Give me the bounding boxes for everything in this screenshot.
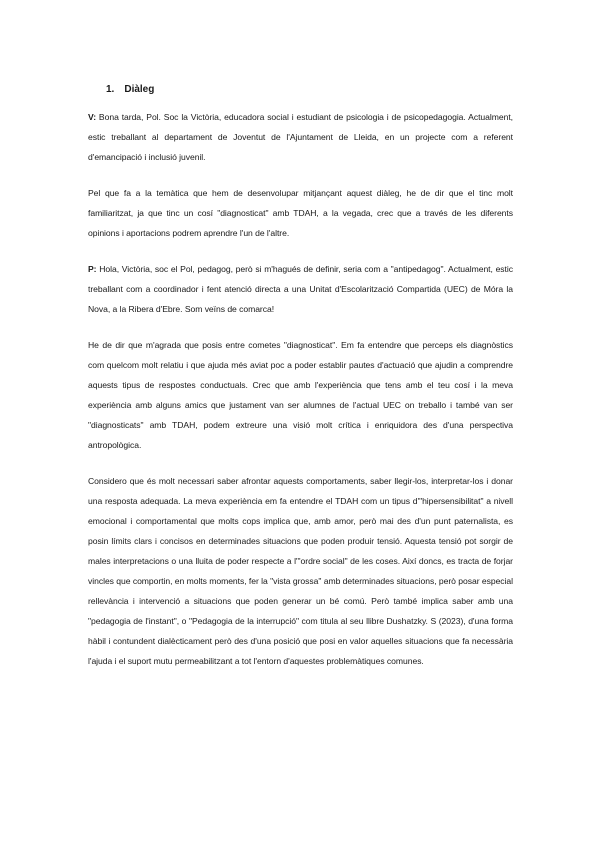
- speaker-label: V:: [88, 112, 97, 122]
- speaker-label: P:: [88, 264, 97, 274]
- document-page: [88, 84, 513, 687]
- paragraph-1: [88, 107, 513, 167]
- paragraph-2: [88, 183, 513, 243]
- paragraph-text: He de dir que m'agrada que posis entre cometes "diagnosticat". Em fa entendre que perceps els diagnòstics com quelcom molt relatiu i que ajuda més aviat poc a poder establir pautes d'actuació que ajudin a comprendre aquests tipus de respostes conductuals. Crec que amb l'experiència que tens amb el teu cosí i la meva experiència amb alguns amics que justament van ser alumnes de l'actual UEC on treballo i també van ser "diagnosticats" amb TDAH, podem extreure una visió molt crítica i enriquidora des d'una perspectiva antropològica.: [88, 340, 513, 450]
- paragraph-5: [88, 471, 513, 671]
- paragraph-text: Bona tarda, Pol. Soc la Victòria, educadora social i estudiant de psicologia i de psicopedagogia. Actualment, estic treballant al departament de Joventut de l'Ajuntament de Lleida, en un projecte com a referent d'emancipació i inclusió juvenil.: [88, 112, 513, 162]
- paragraph-3: [88, 259, 513, 319]
- paragraph-text: Pel que fa a la temàtica que hem de desenvolupar mitjançant aquest diàleg, he de dir que el tinc molt familiaritzat, ja que tinc un cosí "diagnosticat" amb TDAH, a la vegada, crec que a través de les diferents opinions i aportacions podrem aprendre l'un de l'altre.: [88, 188, 513, 238]
- paragraph-text: Considero que és molt necessari saber afrontar aquests comportaments, saber llegir-los, interpretar-los i donar una resposta adequada. La meva experiència em fa entendre el TDAH com un tipus d'"hipersensibilitat" a nivell emocional i comportamental que molts cops implica que, amb amor, però mai des d'un punt paternalista, es posin límits clars i concisos en determinades situacions que poden produir tensió. Aquesta tensió pot sorgir de males interpretacions o una lluita de poder respecte a l'"ordre social" de les coses. Així doncs, es tracta de forjar vincles que comportin, en molts moments, fer la "vista grossa" amb determinades situacions, però posar especial rellevància i intervenció a situacions que poden generar un bé comú. Però també implica saber amb una "pedagogia de l'instant", o "Pedagogia de la interrupció" com titula al seu llibre Dushatzky. S (2023), d'una forma hàbil i contundent dialècticament però des d'una posició que posi en valor aquelles situacions que fa necessària l'ajuda i el suport mutu permeabilitzant a tot l'entorn d'aquestes problemàtiques comunes.: [88, 476, 513, 666]
- section-number: 1.: [106, 84, 115, 95]
- paragraph-4: [88, 335, 513, 455]
- paragraph-text: Hola, Victòria, soc el Pol, pedagog, però si m'hagués de definir, seria com a "antipedagog". Actualment, estic treballant com a coordinador i fent atenció directa a una Unitat d'Escolarització Compartida (UEC) de Móra la Nova, a la Ribera d'Ebre. Som veïns de comarca!: [88, 264, 513, 314]
- section-heading: [88, 84, 513, 95]
- section-title: Diàleg: [124, 84, 155, 95]
